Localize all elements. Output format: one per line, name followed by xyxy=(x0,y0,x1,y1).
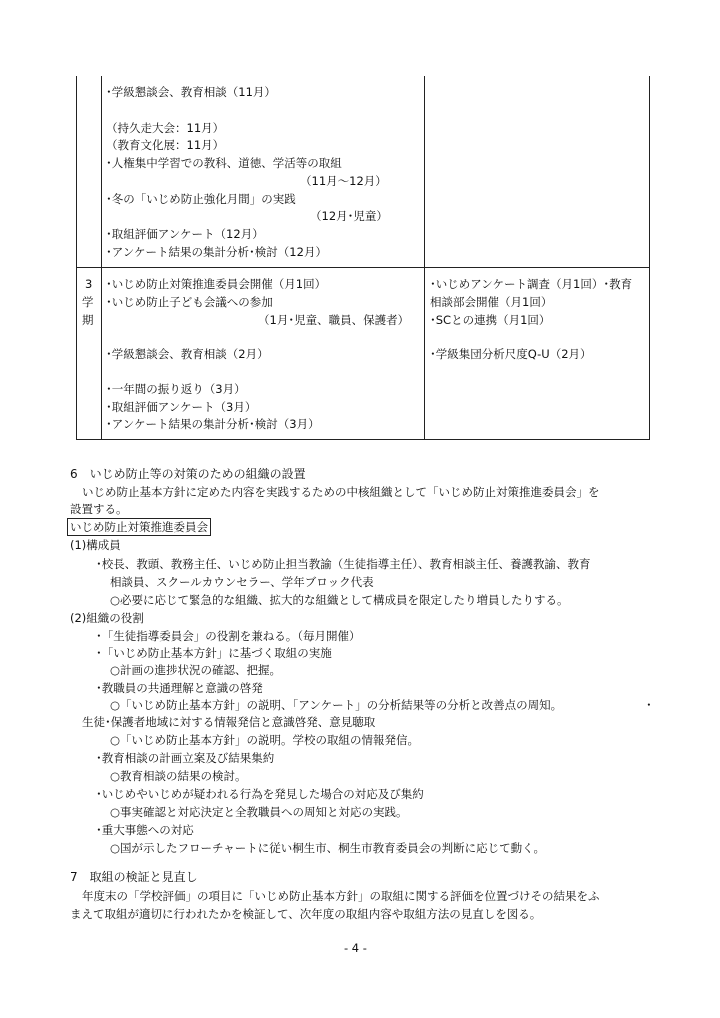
section7-heading: 7 取組の検証と見直し xyxy=(70,870,198,884)
members-list: 相談員、スクールカウンセラー、学年ブロック代表 xyxy=(110,575,374,589)
term2-item: ･学級懇談会、教育相談（11月） xyxy=(106,85,276,99)
term2-item: （12月･児童） xyxy=(310,209,388,223)
role-item: ･教職員の共通理解と意識の啓発 xyxy=(96,681,263,695)
term3-right-item: ･学級集団分析尺度Q-U（2月） xyxy=(430,347,592,361)
term2-item: ･取組評価アンケート（12月） xyxy=(106,227,264,241)
term2-item: ･人権集中学習での教科、道徳、学活等の取組 xyxy=(106,156,342,170)
committee-box-label: いじめ防止対策推進委員会 xyxy=(67,518,211,536)
table-term-col-border xyxy=(101,76,102,440)
role-item: ･いじめやいじめが疑われる行為を発見した場合の対応及び集約 xyxy=(96,787,424,801)
role-item: ･「生徒指導委員会」の役割を兼ねる。（毎月開催） xyxy=(96,629,361,643)
section7-body: まえて取組が適切に行われたかを検証して、次年度の取組内容や取組方法の見直しを図る。 xyxy=(70,907,542,921)
role-item: ○事実確認と対応決定と全教職員への周知と対応の実践。 xyxy=(110,805,408,819)
role-item: ･重大事態への対応 xyxy=(96,823,194,837)
term2-item: （教育文化展：11月） xyxy=(106,138,225,152)
table-mid-col-border xyxy=(424,76,425,440)
term2-item: （11月～12月） xyxy=(300,174,387,188)
term3-item: ･取組評価アンケート（3月） xyxy=(106,400,257,414)
section6-heading: 6 いじめ防止等の対策のための組織の設置 xyxy=(70,467,306,481)
section6-intro: いじめ防止基本方針に定めた内容を実践するための中核組織として「いじめ防止対策推進委員会」を xyxy=(82,485,600,499)
term3-label-char: 学 xyxy=(82,295,94,309)
table-left-border xyxy=(76,76,77,440)
role-item: ○国が示したフローチャートに従い桐生市、桐生市教育委員会の判断に応じて動く。 xyxy=(110,841,545,855)
term3-label-char: 期 xyxy=(82,313,94,327)
term2-item: ･冬の「いじめ防止強化月間」の実践 xyxy=(106,192,296,206)
members-list: ･校長、教頭、教務主任、いじめ防止担当教諭（生徒指導主任）、教育相談主任、養護教諭、教育 xyxy=(96,557,591,571)
members-note: ○必要に応じて緊急的な組織、拡大的な組織として構成員を限定したり増員したりする。 xyxy=(110,593,569,607)
role-item: ○「いじめ防止基本方針」の説明。学校の取組の情報発信。 xyxy=(110,733,420,747)
role-item: ･「いじめ防止基本方針」に基づく取組の実施 xyxy=(96,646,332,660)
term2-item: （持久走大会：11月） xyxy=(106,121,225,135)
table-row-divider xyxy=(76,267,650,268)
term3-item: ･アンケート結果の集計分析･検討（3月） xyxy=(106,417,320,431)
section7-body: 年度末の「学校評価」の項目に「いじめ防止基本方針」の取組に関する評価を位置づけその結果をふ xyxy=(82,889,600,903)
role-item: ○教育相談の結果の検討。 xyxy=(110,769,247,783)
table-bottom-border xyxy=(76,439,650,440)
stray-mark: ･ xyxy=(646,698,652,712)
term3-item: ･一年間の振り返り（3月） xyxy=(106,382,246,396)
roles-heading: (2)組織の役割 xyxy=(70,611,144,625)
page-number: - 4 - xyxy=(344,941,367,955)
role-item: 生徒･保護者地域に対する情報発信と意識啓発、意見聴取 xyxy=(82,715,376,729)
term3-right-item: ･SCとの連携（月1回） xyxy=(430,313,551,327)
term3-right-item: 相談部会開催（月1回） xyxy=(430,295,553,309)
term3-item: （1月･児童、職員、保護者） xyxy=(258,313,410,327)
role-item: ○「いじめ防止基本方針」の説明、「アンケート」の分析結果等の分析と改善点の周知。 xyxy=(110,698,563,712)
members-heading: (1)構成員 xyxy=(70,538,121,552)
term3-label-char: 3 xyxy=(85,277,93,291)
term3-item: ･学級懇談会、教育相談（2月） xyxy=(106,347,269,361)
term2-item: ･アンケート結果の集計分析･検討（12月） xyxy=(106,245,327,259)
term3-item: ･いじめ防止子ども会議への参加 xyxy=(106,295,273,309)
term3-right-item: ･いじめアンケート調査（月1回）･教育 xyxy=(430,277,633,291)
role-item: ○計画の進捗状況の確認、把握。 xyxy=(110,663,282,677)
section6-intro: 設置する。 xyxy=(70,502,128,516)
role-item: ･教育相談の計画立案及び結果集約 xyxy=(96,751,275,765)
term3-item: ･いじめ防止対策推進委員会開催（月1回） xyxy=(106,277,327,291)
table-right-border xyxy=(649,76,650,440)
